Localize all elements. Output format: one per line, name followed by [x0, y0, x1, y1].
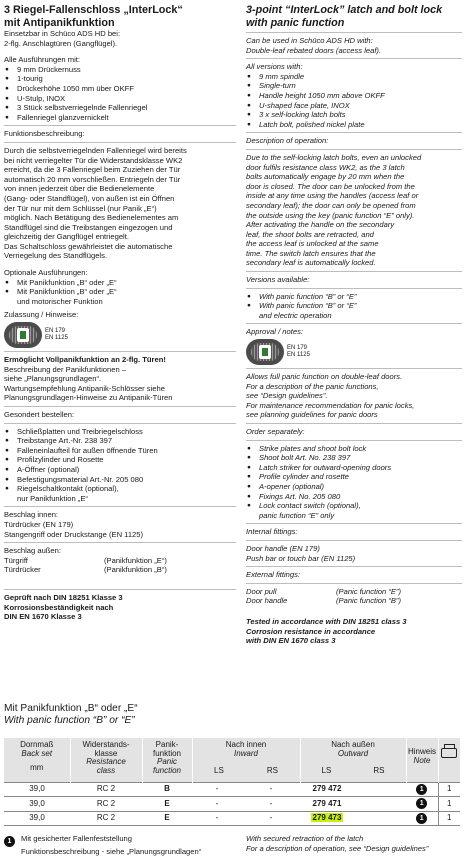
divider [246, 323, 462, 324]
all-versions-heading-de: Alle Ausführungen mit: [4, 55, 80, 65]
emergency-exit-icon [246, 339, 284, 365]
text-line: bolts automatically engage by 20 mm when the [246, 172, 405, 182]
outward-ls: LS [321, 766, 332, 776]
text-line: For maintenance recommendation for panic locks, [246, 400, 415, 410]
intro-de-2: 2-flg. Anschlagtüren (Gangflügel). [4, 38, 118, 48]
list-item: ● Handle height 1050 mm above OKFF [246, 91, 462, 101]
approval-heading-en: Approval / notes: [246, 327, 303, 337]
emergency-exit-icon [4, 322, 42, 348]
list-item: ● Latch bolt, polished nickel plate [246, 120, 462, 130]
order-heading-de: Gesondert bestellen: [4, 410, 75, 419]
text-line: der Tür nur mit dem Schlüssel (nur Panik „E“) [4, 203, 157, 213]
table-row: 39,0 RC 2 B - - 279 472 1 1 [4, 782, 460, 797]
intro-en-2: Double-leaf rebated doors (access leaf). [246, 45, 382, 55]
divider [4, 423, 236, 424]
list-item: ● With panic function “B” or “E” and electric operation [246, 301, 462, 320]
intro-en-1: Can be used in Schüco ADS HD with: [246, 36, 373, 45]
footnote-de: 1 Mit gesicherter Fallenfeststellung Funktionsbeschreibung - siehe „Planungsgrundlagen“ [4, 834, 244, 857]
col-outward: Nach außen Outward LS RS [300, 738, 406, 782]
optional-list-de [4, 278, 236, 307]
note-marker: 1 [416, 798, 427, 809]
outward-rs: RS [373, 766, 385, 776]
order-list-en [246, 444, 462, 521]
outer-fittings-heading-en: External fittings: [246, 570, 301, 580]
col-backset: Dornmaß Back set mm [4, 738, 70, 782]
tested-en: Tested in accordance with DIN 18251 class 3 Corrosion resistance in accordance with DIN EN 1670 class 3 [246, 616, 407, 646]
list-item: ● Shoot bolt Art. No. 238 397 [246, 453, 462, 463]
list-item: ● 9 mm spindle [246, 72, 462, 82]
text-line: secondary leaf); the door can only be opened from [246, 200, 416, 210]
tested-de: Geprüft nach DIN 18251 Klasse 3 Korrosionsbeständigkeit nach DIN EN 1670 Klasse 3 [4, 592, 123, 622]
text-line: Türdrücker (EN 179) [4, 519, 74, 529]
german-column [4, 4, 236, 622]
cert-en179: EN 179 [287, 345, 308, 352]
text-line: von innen jederzeit über die Bedienelemente [4, 184, 155, 194]
cert-en179: EN 179 [45, 328, 66, 335]
intro-de-1: Einsetzbar in Schüco ADS HD bei: [4, 29, 121, 38]
list-item: ● 1-tourig [4, 74, 236, 84]
divider [246, 149, 462, 150]
title-en-line1: 3-point “InterLock” latch and bolt lock [246, 4, 443, 16]
text-line: For a description of the panic functions, [246, 381, 379, 391]
cert-en1125: EN 1125 [287, 352, 310, 359]
text-line: erreicht, da die 3 Fallenriegel beim Zuziehen der Tür [4, 165, 181, 175]
divider [246, 583, 462, 584]
text-line: Push bar or touch bar (EN 1125) [246, 553, 356, 563]
list-item: ● Single-turn [246, 81, 462, 91]
text-line: see “Design guidelines”. [246, 391, 328, 401]
certification-de [4, 322, 236, 348]
optional-heading-de: Optionale Ausführungen: [4, 268, 88, 278]
inward-rs: RS [266, 766, 278, 776]
outer-fittings-heading-de: Beschlag außen: [4, 546, 61, 556]
list-item: ● Mit Panikfunktion „B“ oder „E“ und motorischer Funktion [4, 287, 236, 306]
divider [4, 542, 236, 543]
text-line: siehe „Planungsgrundlagen“. [4, 374, 102, 384]
text-line: door is closed. The door can be unlocked from the [246, 181, 415, 191]
list-item: ● Riegelschaltkontakt (optional), nur Panikfunktion „E“ [4, 484, 236, 503]
title-de-line2: mit Antipanikfunktion [4, 16, 115, 29]
list-item: ● 9 mm Drückernuss [4, 65, 236, 75]
title-en-line2: with panic function [246, 16, 345, 29]
divider [4, 125, 236, 126]
article-number: 279 472 [300, 782, 354, 797]
text-line: After activating the handle on the secondary [246, 220, 395, 230]
text-line: Standflügel sind die Treibstangen eingezogen und [4, 222, 173, 232]
col-note: Hinweis Note [406, 738, 438, 782]
divider [246, 566, 462, 567]
function-heading-de: Funktionsbeschreibung: [4, 129, 85, 139]
text-line: inside at any time using the handles (access leaf or [246, 191, 419, 201]
text-line: leaf, the shoot bolts are retracted, and [246, 229, 374, 239]
list-item: ● Strike plates and shoot bolt lock [246, 444, 462, 454]
list-item: ● 3 Stück selbstverriegelnde Fallenriegel [4, 103, 236, 113]
subtitle-de: Mit Panikfunktion „B“ oder „E“ [4, 703, 138, 714]
divider [246, 288, 462, 289]
article-table [4, 738, 460, 826]
certification-en [246, 339, 462, 365]
all-versions-heading-en: All versions with: [246, 62, 303, 72]
col-inward: Nach innen Inward LS RS [192, 738, 300, 782]
text-line: Door handle (EN 179) [246, 543, 320, 553]
versions-heading-en: Versions available: [246, 275, 310, 285]
list-item: ● Befestigungsmaterial Art.-Nr. 205 080 [4, 475, 236, 485]
inner-fittings-heading-en: Internal fittings: [246, 527, 298, 537]
order-heading-en: Order separately: [246, 427, 305, 436]
note-marker: 1 [416, 784, 427, 795]
list-item: ● Lock contact switch (optional), panic function “E” only [246, 501, 462, 520]
function-heading-en: Description of operation: [246, 136, 329, 146]
divider [246, 58, 462, 59]
divider [4, 351, 236, 352]
all-versions-list-de [4, 65, 236, 123]
outer-fittings-de: Türgriff (Panikfunktion „E“) Türdrücker (Panikfunktion „B“) [4, 555, 167, 575]
divider [4, 589, 236, 590]
list-item: ● A-opener (optional) [246, 482, 462, 492]
divider [246, 32, 462, 33]
text-line: Due to the self-locking latch bolts, even an unlocked [246, 152, 422, 162]
col-panic: Panik- funktion Panic function [142, 738, 192, 782]
divider [246, 540, 462, 541]
note-marker: 1 [416, 813, 427, 824]
text-line: secondary leaf is automatically locked. [246, 258, 376, 268]
col-packaging [438, 738, 460, 782]
list-item: ● Schließplatten und Treibriegelschloss [4, 427, 236, 437]
english-column [246, 4, 462, 646]
text-line: time. The switch latch ensures that the [246, 248, 376, 258]
table-row: 39,0 RC 2 E - - 279 471 1 1 [4, 797, 460, 812]
divider [246, 132, 462, 133]
cert-en1125: EN 1125 [45, 335, 68, 342]
list-item: ● Profilzylinder und Rosette [4, 455, 236, 465]
approval-heading-de: Zulassung / Hinweise: [4, 310, 79, 320]
list-item: ● Drückerhöhe 1050 mm über OKFF [4, 84, 236, 94]
article-number: 279 471 [300, 797, 354, 812]
text-line: gleichzeitig der Gangflügel entriegelt. [4, 232, 129, 242]
text-line: (Gang- oder Standflügel), von außen ist ein Öffnen [4, 193, 175, 203]
text-line: Verriegelung des Standflügels. [4, 251, 108, 261]
all-versions-list-en [246, 72, 462, 130]
list-item: ● A-Öffner (optional) [4, 465, 236, 475]
inward-ls: LS [214, 766, 224, 776]
list-item: ● Falleneinlaufteil für außen öffnende Türen [4, 446, 236, 456]
list-item: ● 3 x self-locking latch bolts [246, 110, 462, 120]
text-line: door fulfils resistance class WK2, as the 3 latch [246, 162, 405, 172]
packaging-icon [441, 748, 457, 758]
list-item: ● With panic function “B” or “E” [246, 292, 462, 302]
divider [246, 423, 462, 424]
inner-fittings-heading-de: Beschlag innen: [4, 510, 59, 520]
text-line: Durch die selbstverriegelnden Fallenriegel wird bereits [4, 145, 187, 155]
outer-fittings-en: Door pull (Panic function “E”) Door handle (Panic function “B”) [246, 586, 401, 606]
divider [4, 142, 236, 143]
title-de-line1: 3 Riegel-Fallenschloss „InterLock“ [4, 4, 183, 16]
approval-bold-de: Ermöglicht Vollpanikfunktion an 2-flg. Türen! [4, 355, 166, 365]
list-item: ● Fixings Art. No. 205 080 [246, 492, 462, 502]
list-item: ● Mit Panikfunktion „B“ oder „E“ [4, 278, 236, 288]
table-row: 39,0 RC 2 E - - 279 473 1 1 [4, 811, 460, 826]
text-line: the outside using the key (panic function “E” only). [246, 210, 415, 220]
list-item: ● Latch striker for outward-opening doors [246, 463, 462, 473]
text-line: the access leaf is unlocked at the same [246, 239, 379, 249]
divider [246, 368, 462, 369]
function-text-en [246, 153, 462, 268]
text-line: Planungsgrundlagen-Hinweise zu Antipanik-Türen [4, 393, 173, 403]
list-item: ● U-shaped face plate, INOX [246, 101, 462, 111]
text-line: Stangengriff oder Druckstange (EN 1125) [4, 529, 144, 539]
list-item: ● U-Stulp, INOX [4, 94, 236, 104]
divider [246, 440, 462, 441]
text-line: Wartungsempfehlung Antipanik-Schlösser siehe [4, 383, 165, 393]
text-line: automatisch 20 mm vorschließen. Entriegeln der Tür [4, 174, 181, 184]
footnote-marker: 1 [4, 836, 15, 847]
text-line: Allows full panic function on double-leaf doors. [246, 372, 403, 382]
divider [4, 506, 236, 507]
text-line: Beschreibung der Panikfunktionen – [4, 364, 127, 374]
divider [246, 523, 462, 524]
text-line: Das Schaltschloss gewährleistet die automatische [4, 241, 173, 251]
function-text-de [4, 146, 236, 261]
list-item: ● Treibstange Art.-Nr. 238 397 [4, 436, 236, 446]
order-list-de [4, 427, 236, 504]
product-subtitle [4, 703, 138, 727]
text-line: möglich. Nach Betätigung des Bedienelementes am [4, 213, 179, 223]
versions-list-en [246, 292, 462, 321]
text-line: bei nicht verriegelter Tür die Widerstandsklasse WK2 [4, 155, 183, 165]
footnote-en: With secured retraction of the latch For a description of operation, see “Design guidelines” [246, 834, 429, 853]
col-resistance: Widerstands- klasse Resistance class [70, 738, 142, 782]
article-number-highlighted: 279 473 [312, 813, 342, 823]
divider [246, 271, 462, 272]
text-line: see planning guidelines for panic doors [246, 410, 378, 420]
list-item: ● Profile cylinder and rosette [246, 472, 462, 482]
list-item: ● Fallenriegel glanzvernickelt [4, 113, 236, 123]
subtitle-en: With panic function “B” or “E” [4, 715, 135, 726]
divider [4, 406, 236, 407]
